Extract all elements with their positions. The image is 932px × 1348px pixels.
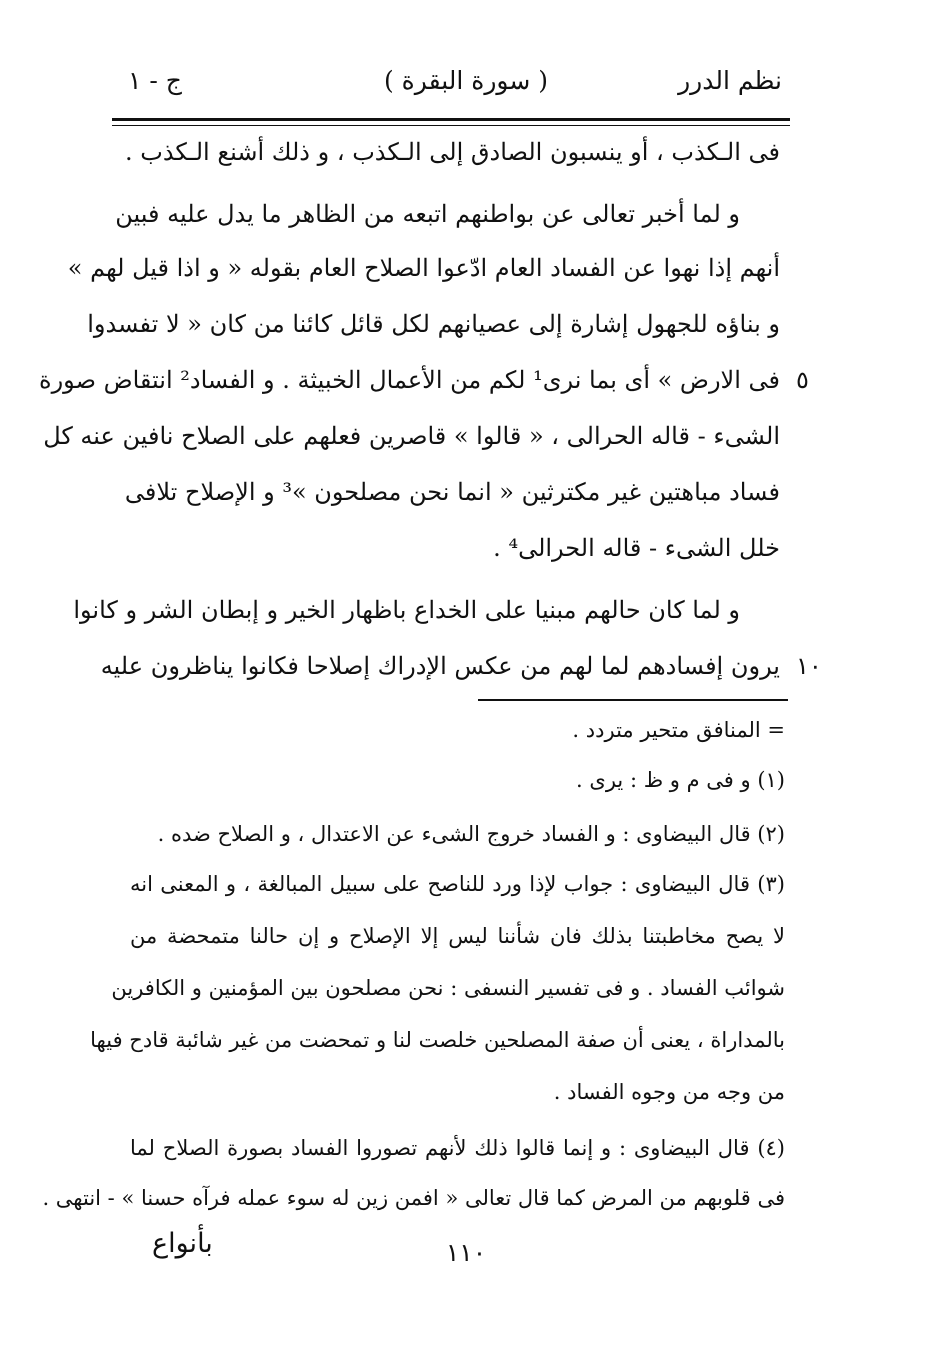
text-line: خلل الشىء - قاله الحرالى⁴ . bbox=[493, 534, 780, 562]
running-title: نظم الدرر bbox=[678, 66, 782, 95]
text-line: و لما كان حالهم مبنيا على الخداع باظهار الخير و إبطان الشر و كانوا bbox=[73, 596, 740, 624]
line-number-5: ٥ bbox=[796, 366, 809, 394]
line-number-10: ١٠ bbox=[796, 652, 822, 680]
text-line: أنهم إذا نهوا عن الفساد العام ادّعوا الصلاح العام بقوله « و اذا قيل لهم » bbox=[67, 254, 780, 282]
text-line: فى الارض » أى بما نرى¹ لكم من الأعمال الخبيثة . و الفساد² انتقاض صورة bbox=[39, 366, 780, 394]
footnote-line: شوائب الفساد . و فى تفسير النسفى : نحن مصلحون بين المؤمنين و الكافرين bbox=[111, 976, 785, 1000]
page-number: ١١٠ bbox=[445, 1238, 487, 1267]
text-line: و بناؤه للجهول إشارة إلى عصيانهم لكل قائل كائنا من كان « لا تفسدوا bbox=[87, 310, 780, 338]
text-line: فساد مباهتين غير مكترثين « انما نحن مصلحون »³ و الإصلاح تلافى bbox=[124, 478, 780, 506]
footnote-line: (٤) قال البيضاوى : و إنما قالوا ذلك لأنهم تصوروا الفساد بصورة الصلاح لما bbox=[130, 1136, 785, 1160]
header-rule-thick bbox=[112, 118, 790, 121]
text-line: الشىء - قاله الحرالى ، « قالوا » قاصرين فعلهم على الصلاح نافين عنه كل bbox=[43, 422, 780, 450]
footnote-line: (٢) قال البيضاوى : و الفساد خروج الشىء عن الاعتدال ، و الصلاح ضده . bbox=[157, 822, 785, 846]
text-line: يرون إفسادهم لما لهم من عكس الإدراك إصلاحا فكانوا يناظرون عليه bbox=[100, 652, 780, 680]
footnote-line: (٣) قال البيضاوى : جواب لإذا ورد للناصح على سبيل المبالغة ، و المعنى انه bbox=[130, 872, 785, 896]
footnote-separator bbox=[478, 699, 788, 701]
footnote-line: لا يصح مخاطبتنا بذلك فان شأننا ليس إلا الإصلاح و إن حالنا متمحضة من bbox=[130, 924, 785, 948]
volume-label: ج - ١ bbox=[128, 66, 182, 95]
footnote-line: فى قلوبهم من المرض كما قال تعالى « افمن زين له سوء عمله فرآه حسنا » - انتهى . bbox=[42, 1186, 785, 1210]
surah-heading: ( سورة البقرة ) bbox=[383, 66, 549, 95]
footnote-line: بالمداراة ، يعنى أن صفة المصلحين خلصت لنا و تمحضت من غير شائبة قادح فيها bbox=[90, 1028, 785, 1052]
text-line: فى الـكذب ، أو ينسبون الصادق إلى الـكذب ، و ذلك أشنع الـكذب . bbox=[124, 138, 780, 166]
header-rule-thin bbox=[112, 125, 790, 126]
footnote-line: (١) و فى م و ظ : يرى . bbox=[576, 768, 785, 792]
text-line: و لما أخبر تعالى عن بواطنهم اتبعه من الظاهر ما يدل عليه فبين bbox=[115, 200, 740, 228]
footnote-line: = المنافق متحير متردد . bbox=[572, 718, 785, 742]
footnote-line: من وجه من وجوه الفساد . bbox=[553, 1080, 785, 1104]
catchword: بأنواع bbox=[152, 1228, 213, 1259]
